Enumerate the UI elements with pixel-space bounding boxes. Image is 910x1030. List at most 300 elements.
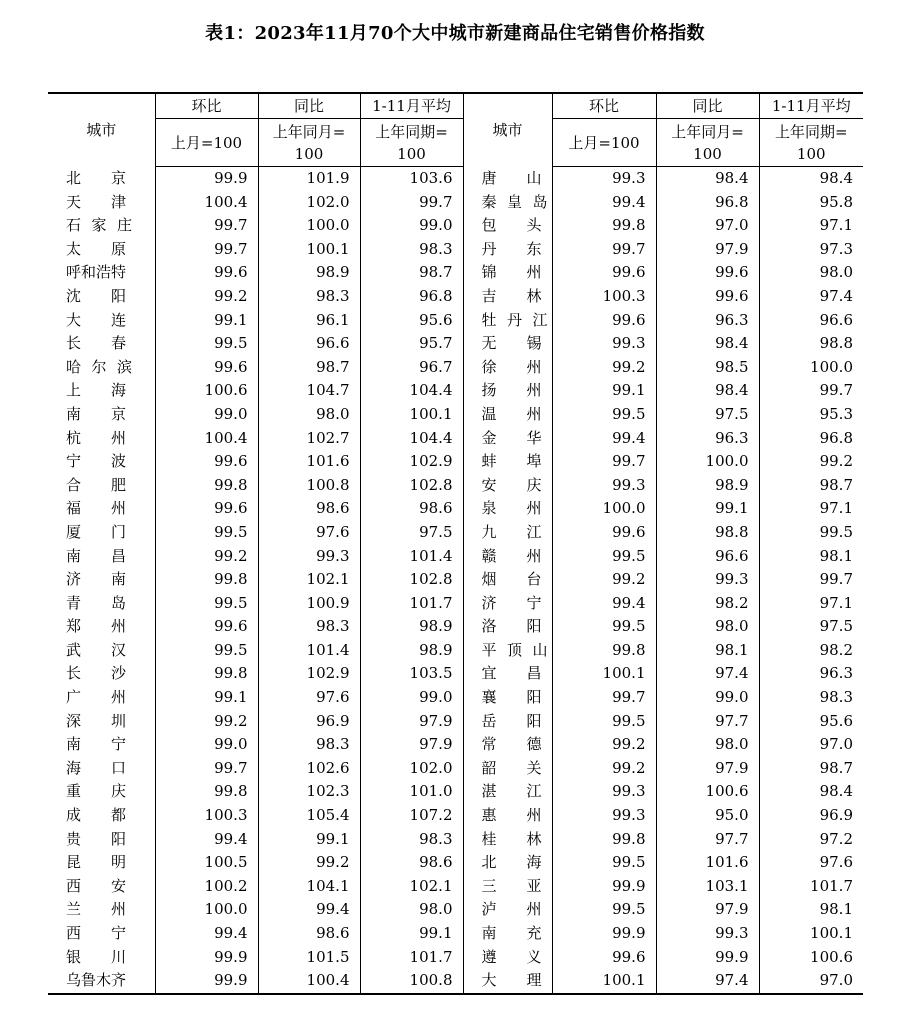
left-mom-cell: 99.2 <box>155 545 258 569</box>
right-yoy-cell: 98.0 <box>656 733 759 757</box>
left-avg-cell: 98.0 <box>360 898 463 922</box>
left-city-cell <box>48 780 155 804</box>
right-avg-cell: 100.0 <box>810 357 853 376</box>
yoy-column-header-right: 同比 <box>656 93 759 119</box>
left-yoy-cell: 100.1 <box>258 238 360 262</box>
left-city-cell <box>48 686 155 710</box>
left-avg-cell: 100.8 <box>360 969 463 994</box>
city-name: 襄阳 <box>481 688 542 707</box>
table-row <box>48 662 863 686</box>
city-name: 沈阳 <box>66 286 126 305</box>
left-city-cell <box>48 946 155 970</box>
city-name: 北海 <box>481 853 542 872</box>
right-yoy-cell: 99.9 <box>656 946 759 970</box>
left-mom-cell: 99.6 <box>155 450 258 474</box>
left-city-cell <box>48 733 155 757</box>
left-mom-cell: 100.3 <box>155 804 258 828</box>
left-yoy-cell: 99.4 <box>258 898 360 922</box>
right-mom-cell: 99.5 <box>552 851 656 875</box>
right-avg-cell: 98.1 <box>819 546 853 565</box>
right-avg-cell: 97.1 <box>819 499 853 518</box>
city-name: 西安 <box>66 876 126 895</box>
left-mom-cell: 99.6 <box>155 261 258 285</box>
left-mom-cell: 100.2 <box>155 875 258 899</box>
right-yoy-cell: 98.4 <box>656 332 759 356</box>
left-mom-cell: 99.5 <box>155 592 258 616</box>
left-avg-cell: 102.1 <box>360 875 463 899</box>
right-avg-cell: 97.4 <box>819 286 853 305</box>
right-mom-cell: 99.6 <box>552 521 656 545</box>
left-yoy-cell: 96.9 <box>258 710 360 734</box>
left-avg-cell: 102.0 <box>360 757 463 781</box>
mom-column-header: 环比 <box>155 93 258 119</box>
right-city-cell <box>463 285 552 309</box>
table-row <box>48 356 863 380</box>
right-avg-cell: 98.7 <box>819 475 853 494</box>
right-yoy-cell: 98.0 <box>656 615 759 639</box>
left-city-cell <box>48 403 155 427</box>
city-name: 安庆 <box>481 475 542 494</box>
left-avg-cell: 99.1 <box>360 922 463 946</box>
right-mom-cell: 99.9 <box>552 922 656 946</box>
city-name: 蚌埠 <box>481 452 542 471</box>
right-avg-cell: 98.3 <box>819 688 853 707</box>
left-avg-cell: 99.0 <box>360 686 463 710</box>
city-name: 哈尔滨 <box>66 357 132 376</box>
right-yoy-cell: 99.6 <box>656 285 759 309</box>
right-avg-cell: 97.0 <box>759 969 863 994</box>
left-yoy-cell: 105.4 <box>258 804 360 828</box>
table-row <box>48 710 863 734</box>
city-name: 宜昌 <box>481 664 542 683</box>
left-avg-cell: 97.5 <box>360 521 463 545</box>
right-city-cell <box>463 662 552 686</box>
city-name: 南充 <box>481 924 542 942</box>
table-row <box>48 969 863 994</box>
city-column-header: 城市 <box>48 93 155 167</box>
right-avg-cell: 96.8 <box>819 428 853 447</box>
right-city-cell <box>463 592 552 616</box>
right-avg-cell: 99.7 <box>819 381 853 400</box>
left-city-cell <box>48 450 155 474</box>
right-mom-cell: 99.3 <box>552 780 656 804</box>
left-city-cell <box>48 191 155 215</box>
left-mom-cell: 99.1 <box>155 309 258 333</box>
left-yoy-cell: 101.6 <box>258 450 360 474</box>
left-mom-cell: 99.2 <box>155 285 258 309</box>
left-yoy-cell: 98.6 <box>258 497 360 521</box>
right-mom-cell: 99.3 <box>552 332 656 356</box>
left-mom-cell: 99.2 <box>155 710 258 734</box>
mom-base-label-right: 上月=100 <box>552 119 656 167</box>
left-city-cell <box>48 969 155 994</box>
left-mom-cell: 99.7 <box>155 214 258 238</box>
right-yoy-cell: 98.4 <box>656 167 759 191</box>
left-city-cell <box>48 568 155 592</box>
left-city-cell <box>48 662 155 686</box>
page-title: 表1：2023年11月70个大中城市新建商品住宅销售价格指数 <box>205 23 705 44</box>
left-mom-cell: 99.8 <box>155 568 258 592</box>
right-avg-cell: 95.3 <box>819 404 853 423</box>
left-city-cell <box>48 214 155 238</box>
city-name: 海口 <box>66 758 126 777</box>
left-mom-cell: 99.7 <box>155 757 258 781</box>
left-yoy-cell: 100.8 <box>258 474 360 498</box>
right-city-cell <box>463 828 552 852</box>
left-avg-cell: 98.3 <box>360 238 463 262</box>
city-name: 泉州 <box>481 499 542 518</box>
right-city-cell <box>463 379 552 403</box>
right-mom-cell: 99.8 <box>552 828 656 852</box>
left-mom-cell: 99.8 <box>155 474 258 498</box>
right-avg-cell: 97.1 <box>819 216 853 235</box>
right-yoy-cell: 95.0 <box>656 804 759 828</box>
left-mom-cell: 99.6 <box>155 497 258 521</box>
right-yoy-cell: 98.8 <box>656 521 759 545</box>
right-city-cell <box>463 946 552 970</box>
left-mom-cell: 99.9 <box>155 167 258 191</box>
left-avg-cell: 99.0 <box>360 214 463 238</box>
left-city-cell <box>48 356 155 380</box>
right-avg-cell: 95.6 <box>819 711 853 730</box>
right-yoy-cell: 99.6 <box>656 261 759 285</box>
city-name: 桂林 <box>481 829 542 848</box>
city-name: 烟台 <box>481 570 542 589</box>
city-name: 济宁 <box>481 593 542 612</box>
right-city-cell <box>463 332 552 356</box>
right-yoy-cell: 100.0 <box>656 450 759 474</box>
city-name: 合肥 <box>66 475 126 494</box>
right-yoy-cell: 99.3 <box>656 922 759 946</box>
left-yoy-cell: 102.0 <box>258 191 360 215</box>
right-mom-cell: 99.3 <box>552 167 656 191</box>
left-yoy-cell: 102.6 <box>258 757 360 781</box>
left-yoy-cell: 98.9 <box>258 261 360 285</box>
table-row <box>48 309 863 333</box>
right-avg-cell: 100.1 <box>810 924 853 942</box>
table-row <box>48 167 863 191</box>
left-city-cell <box>48 285 155 309</box>
city-name: 泸州 <box>481 900 542 919</box>
left-city-cell <box>48 922 155 946</box>
left-yoy-cell: 98.3 <box>258 615 360 639</box>
city-name: 大连 <box>66 310 126 329</box>
left-mom-cell: 99.5 <box>155 521 258 545</box>
city-name: 石家庄 <box>66 216 132 235</box>
left-yoy-cell: 102.1 <box>258 568 360 592</box>
city-name: 上海 <box>66 381 126 400</box>
right-avg-cell: 98.4 <box>819 169 853 187</box>
left-city-cell <box>48 238 155 262</box>
left-avg-cell: 97.9 <box>360 733 463 757</box>
left-yoy-cell: 98.7 <box>258 356 360 380</box>
city-name: 平顶山 <box>481 640 548 659</box>
table-row <box>48 922 863 946</box>
right-mom-cell: 99.6 <box>552 309 656 333</box>
right-avg-cell: 98.4 <box>819 782 853 801</box>
left-avg-cell: 96.8 <box>360 285 463 309</box>
left-mom-cell: 100.4 <box>155 191 258 215</box>
left-city-cell <box>48 851 155 875</box>
left-yoy-cell: 100.4 <box>258 969 360 994</box>
left-avg-cell: 98.6 <box>360 851 463 875</box>
right-mom-cell: 99.4 <box>552 427 656 451</box>
right-avg-cell: 97.5 <box>819 617 853 636</box>
city-name: 遵义 <box>481 947 542 966</box>
right-mom-cell: 99.5 <box>552 545 656 569</box>
right-mom-cell: 99.2 <box>552 568 656 592</box>
left-city-cell <box>48 261 155 285</box>
left-yoy-cell: 98.0 <box>258 403 360 427</box>
avg-base-label-right <box>759 119 863 167</box>
right-yoy-cell: 100.6 <box>656 780 759 804</box>
city-name: 无锡 <box>481 334 542 353</box>
right-city-cell <box>463 545 552 569</box>
left-avg-cell: 104.4 <box>360 379 463 403</box>
left-avg-cell: 101.0 <box>360 780 463 804</box>
right-mom-cell: 99.1 <box>552 379 656 403</box>
right-city-cell <box>463 261 552 285</box>
left-avg-cell: 98.9 <box>360 615 463 639</box>
city-name: 温州 <box>481 404 542 423</box>
city-name: 西宁 <box>66 924 126 942</box>
right-mom-cell: 99.5 <box>552 615 656 639</box>
table-row <box>48 545 863 569</box>
table-row <box>48 379 863 403</box>
table-row <box>48 238 863 262</box>
left-avg-cell: 98.3 <box>360 828 463 852</box>
mom-base-label: 上月=100 <box>155 119 258 167</box>
city-name: 昆明 <box>66 853 126 872</box>
table-row <box>48 828 863 852</box>
left-yoy-cell: 101.9 <box>258 167 360 191</box>
right-avg-cell: 96.6 <box>819 310 853 329</box>
right-yoy-cell: 97.5 <box>656 403 759 427</box>
right-yoy-cell: 96.6 <box>656 545 759 569</box>
city-name: 唐山 <box>481 168 542 187</box>
right-city-cell <box>463 922 552 946</box>
right-avg-cell: 98.0 <box>819 263 853 282</box>
yoy-column-header: 同比 <box>258 93 360 119</box>
right-mom-cell: 99.8 <box>552 214 656 238</box>
city-name: 重庆 <box>66 782 126 801</box>
table-row <box>48 946 863 970</box>
right-yoy-cell: 101.6 <box>656 851 759 875</box>
table-row <box>48 639 863 663</box>
left-avg-cell: 103.6 <box>360 167 463 191</box>
right-yoy-cell: 98.5 <box>656 356 759 380</box>
right-yoy-cell: 99.0 <box>656 686 759 710</box>
city-name: 金华 <box>481 428 542 447</box>
left-city-cell <box>48 545 155 569</box>
city-column-header-right: 城市 <box>463 93 552 167</box>
right-yoy-cell: 97.4 <box>656 969 759 994</box>
left-avg-cell: 98.9 <box>360 639 463 663</box>
right-city-cell <box>463 238 552 262</box>
right-city-cell <box>463 615 552 639</box>
city-name: 大理 <box>481 971 542 990</box>
left-city-cell <box>48 804 155 828</box>
city-name: 武汉 <box>66 640 126 659</box>
left-avg-cell: 107.2 <box>360 804 463 828</box>
left-avg-cell: 101.7 <box>360 592 463 616</box>
left-yoy-cell: 97.6 <box>258 686 360 710</box>
left-yoy-cell: 104.1 <box>258 875 360 899</box>
right-yoy-cell: 98.2 <box>656 592 759 616</box>
left-city-cell <box>48 639 155 663</box>
right-avg-cell: 97.6 <box>819 853 853 872</box>
right-mom-cell: 99.8 <box>552 639 656 663</box>
table-row <box>48 757 863 781</box>
right-yoy-cell: 99.1 <box>656 497 759 521</box>
left-mom-cell: 99.9 <box>155 946 258 970</box>
city-name: 洛阳 <box>481 617 542 636</box>
left-mom-cell: 99.5 <box>155 332 258 356</box>
left-yoy-cell: 99.3 <box>258 545 360 569</box>
table-row <box>48 851 863 875</box>
left-city-cell <box>48 167 155 191</box>
left-mom-cell: 100.4 <box>155 427 258 451</box>
left-yoy-cell: 100.0 <box>258 214 360 238</box>
right-yoy-cell: 97.4 <box>656 662 759 686</box>
right-city-cell <box>463 474 552 498</box>
table-row <box>48 191 863 215</box>
right-yoy-cell: 98.1 <box>656 639 759 663</box>
right-city-cell <box>463 757 552 781</box>
right-avg-cell: 101.7 <box>810 876 853 895</box>
right-mom-cell: 99.6 <box>552 946 656 970</box>
avg-column-header-right: 1-11月平均 <box>759 93 863 119</box>
right-avg-cell: 98.7 <box>819 758 853 777</box>
table-row <box>48 733 863 757</box>
left-city-cell <box>48 898 155 922</box>
table-row <box>48 427 863 451</box>
right-city-cell <box>463 568 552 592</box>
right-yoy-cell: 97.0 <box>656 214 759 238</box>
city-name: 韶关 <box>481 758 542 777</box>
table-row <box>48 332 863 356</box>
right-city-cell <box>463 804 552 828</box>
left-yoy-cell: 98.3 <box>258 733 360 757</box>
table-row <box>48 875 863 899</box>
city-name: 丹东 <box>481 239 542 258</box>
left-mom-cell: 99.6 <box>155 356 258 380</box>
right-mom-cell: 99.5 <box>552 898 656 922</box>
left-avg-cell: 95.6 <box>360 309 463 333</box>
left-avg-cell: 95.7 <box>360 332 463 356</box>
table-row <box>48 403 863 427</box>
city-name: 长沙 <box>66 664 126 683</box>
right-mom-cell: 99.4 <box>552 191 656 215</box>
right-avg-cell: 98.8 <box>819 334 853 353</box>
left-city-cell <box>48 615 155 639</box>
left-mom-cell: 99.4 <box>155 828 258 852</box>
city-name: 天津 <box>66 192 126 211</box>
mom-column-header-right: 环比 <box>552 93 656 119</box>
right-mom-cell: 99.7 <box>552 686 656 710</box>
yoy-base-label <box>258 119 360 167</box>
right-yoy-cell: 96.8 <box>656 191 759 215</box>
left-city-cell <box>48 828 155 852</box>
left-avg-cell: 104.4 <box>360 427 463 451</box>
city-name: 南京 <box>66 404 126 423</box>
right-yoy-cell: 96.3 <box>656 427 759 451</box>
right-avg-cell: 97.0 <box>819 735 853 754</box>
city-name: 九江 <box>481 522 542 541</box>
city-name: 广州 <box>66 688 126 707</box>
left-avg-cell: 97.9 <box>360 710 463 734</box>
table-row <box>48 898 863 922</box>
city-name: 惠州 <box>481 806 542 825</box>
yoy-base-text: 上年同月=100 <box>272 122 346 163</box>
left-avg-cell: 102.8 <box>360 474 463 498</box>
table-row <box>48 214 863 238</box>
left-mom-cell: 99.5 <box>155 639 258 663</box>
right-yoy-cell: 98.9 <box>656 474 759 498</box>
left-yoy-cell: 96.1 <box>258 309 360 333</box>
table-row <box>48 521 863 545</box>
city-name: 湛江 <box>481 782 542 801</box>
avg-base-label <box>360 119 463 167</box>
right-city-cell <box>463 639 552 663</box>
right-city-cell <box>463 851 552 875</box>
right-city-cell <box>463 733 552 757</box>
right-mom-cell: 99.3 <box>552 474 656 498</box>
avg-base-text: 上年同期=100 <box>375 122 448 163</box>
right-avg-cell: 96.9 <box>819 806 853 825</box>
left-yoy-cell: 99.2 <box>258 851 360 875</box>
city-name: 济南 <box>66 570 126 589</box>
right-mom-cell: 100.1 <box>552 662 656 686</box>
left-avg-cell: 103.5 <box>360 662 463 686</box>
right-avg-cell: 97.3 <box>819 239 853 258</box>
right-city-cell <box>463 969 552 994</box>
left-city-cell <box>48 710 155 734</box>
right-yoy-cell: 99.3 <box>656 568 759 592</box>
yoy-base-label-right <box>656 119 759 167</box>
left-avg-cell: 102.9 <box>360 450 463 474</box>
city-name: 徐州 <box>481 357 542 376</box>
table-row <box>48 497 863 521</box>
right-avg-cell: 97.1 <box>819 593 853 612</box>
left-avg-cell: 98.6 <box>360 497 463 521</box>
city-name: 锦州 <box>481 263 542 282</box>
city-name: 呼和浩特 <box>66 263 127 282</box>
left-mom-cell: 99.8 <box>155 662 258 686</box>
city-name: 青岛 <box>66 593 126 612</box>
left-city-cell <box>48 379 155 403</box>
left-mom-cell: 99.1 <box>155 686 258 710</box>
city-name: 兰州 <box>66 900 126 919</box>
left-avg-cell: 102.8 <box>360 568 463 592</box>
city-name: 三亚 <box>481 876 542 895</box>
left-yoy-cell: 100.9 <box>258 592 360 616</box>
left-city-cell <box>48 757 155 781</box>
right-mom-cell: 100.0 <box>552 497 656 521</box>
right-city-cell <box>463 427 552 451</box>
left-yoy-cell: 102.3 <box>258 780 360 804</box>
right-mom-cell: 99.3 <box>552 804 656 828</box>
city-name: 吉林 <box>481 286 542 305</box>
right-yoy-cell: 97.9 <box>656 757 759 781</box>
right-mom-cell: 99.7 <box>552 238 656 262</box>
right-yoy-cell: 97.9 <box>656 898 759 922</box>
yoy-base-text-right: 上年同月=100 <box>671 122 744 163</box>
left-avg-cell: 101.7 <box>360 946 463 970</box>
left-yoy-cell: 96.6 <box>258 332 360 356</box>
table-row <box>48 780 863 804</box>
right-yoy-cell: 97.7 <box>656 828 759 852</box>
